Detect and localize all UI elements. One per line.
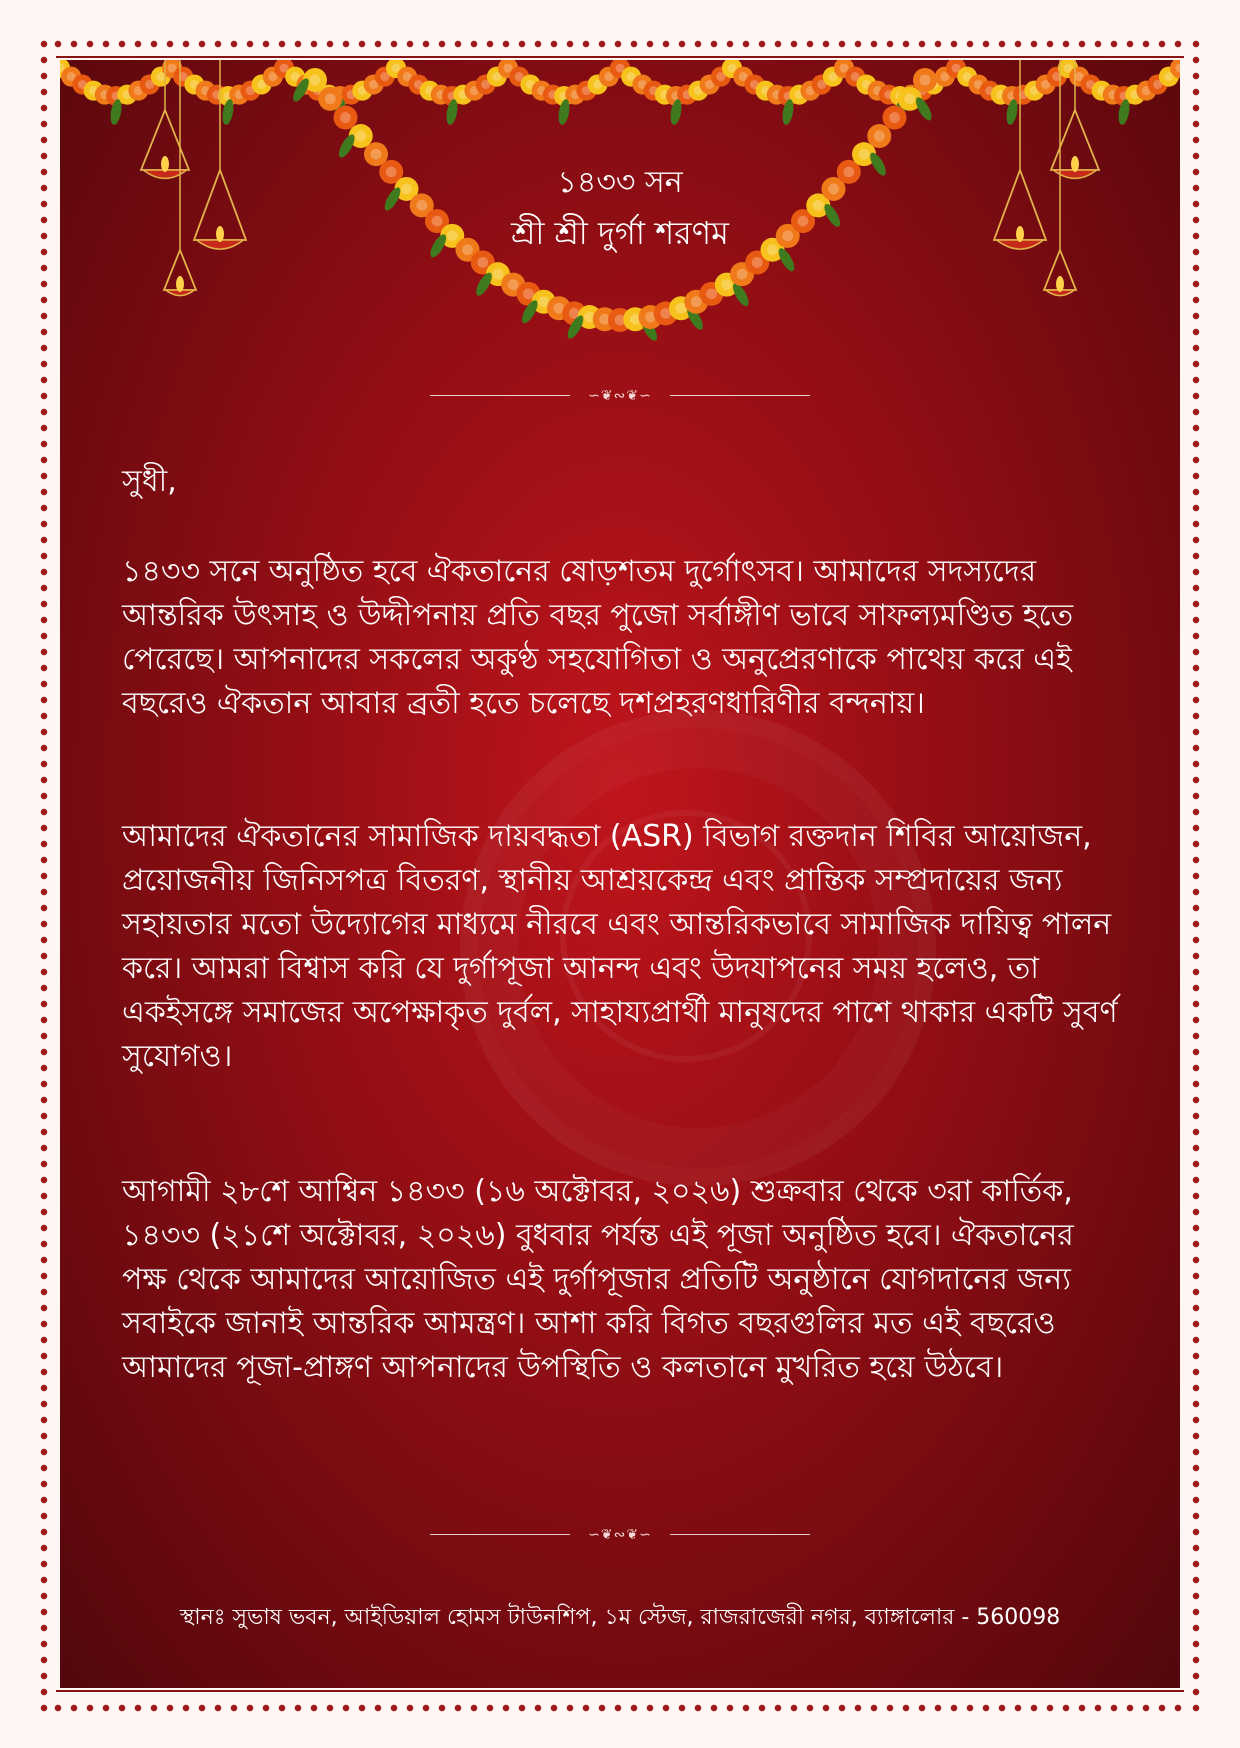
diya-flame-icon bbox=[1071, 156, 1079, 172]
year-heading: ১৪৩৩ সন bbox=[557, 165, 683, 200]
diya-flame-icon bbox=[1056, 276, 1064, 292]
marigold-center-icon bbox=[889, 112, 900, 123]
diya-flame-icon bbox=[161, 156, 169, 172]
marigold-center-icon bbox=[737, 269, 748, 280]
marigold-center-icon bbox=[508, 279, 519, 290]
marigold-center-icon bbox=[859, 149, 870, 160]
salutation: সুধী, bbox=[122, 464, 177, 499]
marigold-center-icon bbox=[493, 269, 504, 280]
marigold-center-icon bbox=[904, 93, 915, 104]
paragraph-intro: ১৪৩৩ সনে অনুষ্ঠিত হবে ঐকতানের ষোড়শতম দুর্গোৎসব। আমাদের সদস্যদের আন্তরিক উৎসাহ ও উদ্দীপনায় প্রতি বছর পুজো সর্বাঙ্গীণ ভাবে সাফল্যমণ্ডিত হতে পেরেছে। আপনাদের সকলের অকুণ্ঠ সহযোগিতা ও অনুপ্রেরণাকে পাথেয় করে এই বছরেও ঐকতান আবার ব্রতী হতে চলেছে দশপ্রহরণধারিণীর বন্দনায়। bbox=[122, 554, 1074, 721]
marigold-center-icon bbox=[340, 112, 351, 123]
ornamental-divider-bottom-icon: ∽❦∾❦∽ bbox=[430, 1525, 810, 1545]
marigold-center-icon bbox=[523, 288, 534, 299]
ornamental-divider-icon: ∽❦∾❦∽ bbox=[430, 386, 810, 406]
marigold-center-icon bbox=[371, 149, 382, 160]
marigold-center-icon bbox=[355, 131, 366, 142]
marigold-center-icon bbox=[706, 288, 717, 299]
inner-border-bottom-line bbox=[56, 1690, 1184, 1692]
marigold-center-icon bbox=[920, 75, 931, 86]
marigold-center-icon bbox=[386, 166, 397, 177]
diya-flame-icon bbox=[216, 226, 224, 242]
inner-border-top-line bbox=[56, 56, 1184, 58]
left-border-pattern bbox=[36, 36, 52, 1712]
right-border-pattern bbox=[1188, 36, 1204, 1712]
marigold-center-icon bbox=[874, 131, 885, 142]
venue-footer: স্থানঃ সুভাষ ভবন, আইডিয়াল হোমস টাউনশিপ, ১ম স্টেজ, রাজরাজেরী নগর, ব্যাঙ্গালোর - 560098 bbox=[179, 1605, 1061, 1630]
paragraph-invitation-dates: আগামী ২৮শে আশ্বিন ১৪৩৩ (১৬ অক্টোবর, ২০২৬) শুক্রবার থেকে ৩রা কার্তিক, ১৪৩৩ (২১শে অক্টোবর, ২০২৬) বুধবার পর্যন্ত এই পূজা অনুষ্ঠিত হবে। ঐকতানের পক্ষ থেকে আমাদের আয়োজিত এই দুর্গাপূজার প্রতিটি অনুষ্ঠানে যোগদানের জন্য সবাইকে জানাই আন্তরিক আমন্ত্রণ। আশা করি বিগত বছরগুলির মত এই বছরেও আমাদের পূজা-প্রাঙ্গণ আপনাদের উপস্থিতি ও কলতানে মুখরিত হয়ে উঠবে। bbox=[122, 1174, 1074, 1385]
marigold-center-icon bbox=[843, 166, 854, 177]
bottom-border-pattern bbox=[50, 1700, 1190, 1716]
marigold-center-icon bbox=[721, 279, 732, 290]
paragraph-social-responsibility: আমাদের ঐকতানের সামাজিক দায়বদ্ধতা (ASR) বিভাগ রক্তদান শিবির আয়োজন, প্রয়োজনীয় জিনিসপত্র বিতরণ, স্থানীয় আশ্রয়কেন্দ্র এবং প্রান্তিক সম্প্রদায়ের জন্য সহায়তার মতো উদ্যোগের মাধ্যমে নীরবে এবং আন্তরিকভাবে সামাজিক দায়িত্ব পালন করে। আমরা বিশ্বাস করি যে দুর্গাপূজা আনন্দ এবং উদযাপনের সময় হলেও, তা একইসঙ্গে সমাজের অপেক্ষাকৃত দুর্বল, সাহায্যপ্রার্থী মানুষদের পাশে থাকার একটি সুবর্ণ সুযোগও। bbox=[122, 819, 1118, 1074]
marigold-center-icon bbox=[325, 93, 336, 104]
diya-flame-icon bbox=[176, 276, 184, 292]
marigold-center-icon bbox=[691, 296, 702, 307]
marigold-center-icon bbox=[310, 75, 321, 86]
diya-flame-icon bbox=[1016, 226, 1024, 242]
blessing-heading: শ্রী শ্রী দুর্গা শরণম bbox=[511, 214, 729, 252]
top-border-pattern bbox=[50, 36, 1190, 52]
